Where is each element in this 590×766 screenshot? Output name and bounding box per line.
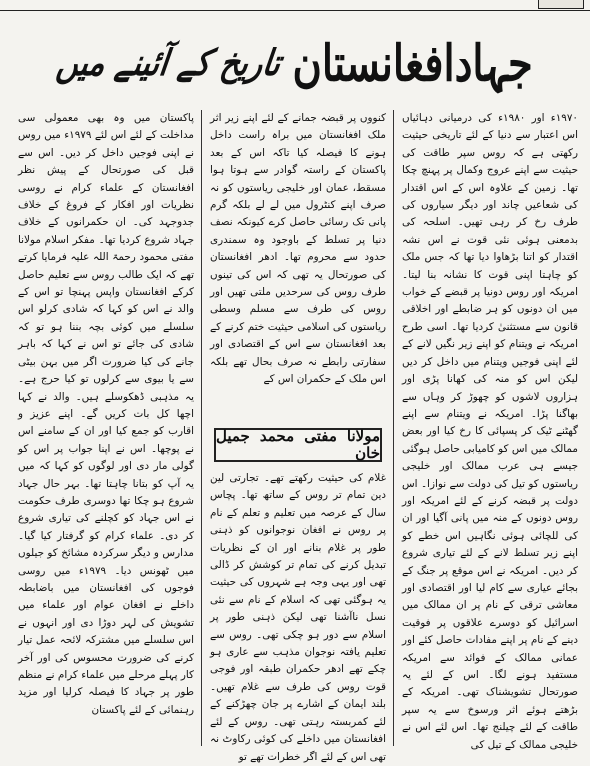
byline: مولانا مفتی محمد جمیل خان	[216, 426, 380, 462]
column-middle-top-text: کنووں پر قبضہ جمانے کے لئے اپنے زیر اثر ملک افغانستان میں براہ راست داخل ہونے کا فیصلہ کیا تاکہ اس کے بعد پاکستان کے راستہ گوادر سے ہوتا ہوا مسقط، عمان اور خلیجی ریاستوں کو نہ صرف اپنے کنٹرول میں لے لے بلکہ گرم پانی تک رسائی حاصل کرے کیونکہ نصف دنیا پر تسلط کے باوجود وہ سمندری حدود سے محروم تھا۔ ادھر افغانستان کی صورتحال یہ تھی کہ اس کی تینوں طرف روس کی سرحدیں ملتی تھیں اور روس کی طرف سے مسلم وسطی ریاستوں کی اسلامی حیثیت ختم کرنے کے بعد افغانستان سے اس کے اقتصادی اور سفارتی رابطے نہ صرف بحال تھے بلکہ اس ملک کے حکمران اس کے	[210, 112, 386, 386]
top-strip	[0, 0, 590, 12]
column-middle-bottom	[210, 470, 386, 763]
column-middle-top	[210, 110, 386, 418]
article-columns	[18, 110, 579, 763]
column-right	[402, 110, 579, 751]
column-right-text: ۱۹۷۰ء اور ۱۹۸۰ء کی درمیانی دہائیاں اس اعتبار سے دنیا کے لئے تاریخی حیثیت رکھتی ہے کہ روس سپر طاقت کی حیثیت سے اپنے عروج وکمال پر پہنچ چکا تھا۔ زمین کے علاوہ اس کے اس اقتدار کی شعاعیں چاند اور دیگر سیاروں کی طرف رخ کر رہی تھیں۔ اسلحہ کی بدمعنی ہوئی نئی قوت نے اس نشہ اقتدار کو اتنا بڑھاوا دیا تھا کہ جس ملک کو چاہتا اپنی قوت کا نشانہ بنا لیتا۔ امریکہ اور روس دونیا پر قبضے کے خواب میں ان دونوں کو ہر ضابطے اور اخلاقی قانون سے مستثنیٰ کردیا تھا۔ اسی طرح امریکہ نے ویتنام کو اپنے زیر نگیں لانے کے لئے اپنی فوجیں ویتنام میں داخل کر دیں لیکن اس کو منہ کی کھانا پڑی اور ہزاروں لاشوں کو چھوڑ کر وہاں سے بھاگنا پڑا۔ امریکہ نے ویتنام سے اپنے گھٹنے ٹیک کر پسپائی کا رخ کیا اور بعض ممالک میں اس کو کامیابی حاصل ہوگئی جیسے ہی عرب ممالک اور خلیجی ریاستوں کو تیل کی دولت سے نوازا۔ اس دولت پر قبضہ کرنے کے لئے امریکہ اور روس دونوں کے منہ میں پانی آگیا اور ان کی للچائی ہوئی نگاہیں اس خطے کو اپنے زیر تسلط لانے کے لئے تیاری شروع کر دیں۔ امریکہ نے اس موقع پر جنگ کے بجائے عیاری سے کام لیا اور اقتصادی اور معاشی ترقی کے نام پر ان ممالک میں اسرائیل کو دوسرے علاقوں پر فوقیت دینے کے نام پر اپنے مفادات حاصل کئے اور عمانی ممالک کے فوائد سے امریکہ مستفید ہونے لگا۔ اس کے لئے یہ صورتحال تشویشناک تھی۔ امریکہ کے بڑھتے ہوئے اثر ورسوخ سے یہ سپر طاقت کے لئے چیلنج تھا۔ اس لئے اس نے خلیجی ممالک کے تیل کی	[402, 112, 579, 751]
byline-box	[214, 428, 382, 462]
headline	[0, 28, 590, 98]
corner-box	[538, 0, 584, 9]
column-middle	[210, 110, 394, 763]
column-left	[18, 110, 202, 746]
column-middle-bottom-text: غلام کی حیثیت رکھتے تھے۔ تجارتی لین دین تمام تر روس کے ساتھ تھا۔ پچاس سال کے عرصہ میں تعلیم و تعلم کے نام پر روس نے افغان نوجوانوں کو ذہنی طور پر غلام بنانے اور ان کے نظریات تبدیل کرنے کی تمام تر کوشش کر ڈالی تھی اور یہی وجہ ہے شہروں کی حیثیت یہ ہوگئی تھی کہ اسلام کے نام سے نئی نسل ناآشنا تھی لیکن ذہنی طور پر اسلام سے دور ہو چکی تھی۔ روس سے تعلیم یافتہ نوجوان مذہب سے عاری ہو چکے تھے ادھر حکمران طبقہ اور فوجی قوت روس کی طرف سے غلام تھیں۔ بلند ایمان کے اشارے پر جان چھڑکنے کے لئے کمربستہ رہتی تھی۔ روس کے لئے افغانستان میں داخلے کی کوئی رکاوٹ نہ تھی اس کے لئے اگر خطرات تھے تو	[210, 472, 386, 763]
top-rule	[0, 10, 590, 11]
headline-sub: تاریخ کے آئینے میں	[54, 42, 284, 84]
column-left-text: پاکستان میں وہ بھی معمولی سی مداخلت کے لئے اس لئے ۱۹۷۹ء میں روس نے اپنی فوجیں داخل کر دیں۔ اس سے قبل کی صورتحال کے پیش نظر افغانستان کے علماء کرام نے روسی نظریات اور افکار کے فروغ کے خلاف جدوجہد کی۔ ان حکمرانوں کے خلاف جہاد شروع کردیا تھا۔ مفکر اسلام مولانا مفتی محمود رحمۃ اللہ علیہ فرمایا کرتے تھے کہ ایک طالب روس سے تعلیم حاصل کرکے افغانستان واپس پہنچا تو اس کے والد نے اس کو کہا کہ شادی کرلو اس سلسلے میں کوئی بچہ بننا ہو تو کہ شادی کی جائے تو اس نے کہا کہ باہر جانے کی کیا ضرورت اگر میں بہن بیٹی سے یا بیوی سے کرلوں تو کیا حرج ہے۔ یہ مذہبی ڈھکوسلے ہیں۔ والد نے کہا اچھا کل بات کریں گے۔ اپنے عزیز و اقارب کو جمع کیا اور ان کے سامنے اس نے پوچھا۔ اس نے اپنا جواب پر اس کو گولی مار دی اور لوگوں کو کہا کہ میں یہ آپ کو بتانا چاہتا تھا۔ بہر حال جہاد شروع ہو چکا تھا دوسری طرف حکومت نے اس جہاد کو کچلنے کی تیاری شروع کر دی۔ علماء کرام کو گرفتار کیا گیا۔ مدارس و دیگر سرکردہ مشائخ کو جیلوں میں ٹھونس دیا۔ ۱۹۷۹ء میں روسی فوجوں کی افغانستان میں باضابطہ داخلے نے افغان عوام اور علماء میں تشویش کی لہر دوڑا دی اور انہوں نے اس سلسلے میں مشترکہ لائحہ عمل تیار کرنے کی ضرورت محسوس کی اور آخر کار پہلے مرحلے میں علماء کرام نے منظم طور پر جہاد کا فیصلہ کرلیا اور مزید رہنمائی کے لئے پاکستان	[18, 112, 195, 716]
headline-main: جہادافغانستان	[292, 33, 533, 93]
